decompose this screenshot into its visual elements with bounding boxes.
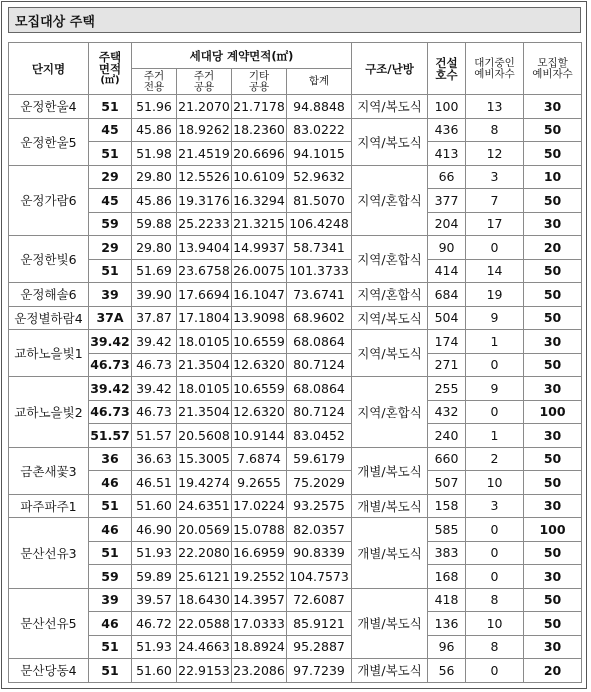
- table-row: [9, 330, 582, 354]
- table-row: [9, 612, 582, 636]
- total-area-cell: 101.3733: [287, 259, 352, 283]
- structure-cell: 지역/혼합식: [352, 377, 428, 448]
- section-title: 모집대상 주택: [8, 7, 581, 33]
- built-units-cell: 383: [428, 541, 466, 565]
- recruit-count-cell: 10: [524, 165, 582, 189]
- header-complex: 단지명: [9, 43, 89, 95]
- total-area-cell: 104.7573: [287, 565, 352, 589]
- total-area-cell: 85.9121: [287, 612, 352, 636]
- table-row: [9, 95, 582, 119]
- built-units-cell: 585: [428, 518, 466, 542]
- table-row: [9, 424, 582, 448]
- waiting-count-cell: 3: [466, 165, 524, 189]
- total-area-cell: 106.4248: [287, 212, 352, 236]
- table-row: [9, 236, 582, 260]
- other-area-cell: 10.6109: [232, 165, 287, 189]
- shared-area-cell: 20.5608: [177, 424, 232, 448]
- header-recruit: 모집할 예비자수: [524, 43, 582, 95]
- recruit-count-cell: 30: [524, 377, 582, 401]
- other-area-cell: 16.3294: [232, 189, 287, 213]
- exclusive-area-cell: 46.90: [132, 518, 177, 542]
- header-structure: 구조/난방: [352, 43, 428, 95]
- recruit-count-cell: 100: [524, 400, 582, 424]
- exclusive-area-cell: 46.73: [132, 353, 177, 377]
- waiting-count-cell: 10: [466, 612, 524, 636]
- exclusive-area-cell: 59.89: [132, 565, 177, 589]
- shared-area-cell: 12.5526: [177, 165, 232, 189]
- recruit-count-cell: 50: [524, 142, 582, 166]
- complex-name-cell: 운정한빛6: [9, 236, 89, 283]
- recruit-count-cell: 20: [524, 236, 582, 260]
- built-units-cell: 377: [428, 189, 466, 213]
- total-area-cell: 94.1015: [287, 142, 352, 166]
- shared-area-cell: 18.0105: [177, 330, 232, 354]
- header-total: 합계: [287, 69, 352, 95]
- recruit-count-cell: 30: [524, 565, 582, 589]
- shared-area-cell: 21.4519: [177, 142, 232, 166]
- type-cell: 51: [89, 541, 132, 565]
- table-row: [9, 541, 582, 565]
- recruit-count-cell: 50: [524, 447, 582, 471]
- shared-area-cell: 18.6430: [177, 588, 232, 612]
- complex-name-cell: 문산선유5: [9, 588, 89, 659]
- built-units-cell: 507: [428, 471, 466, 495]
- other-area-cell: 9.2655: [232, 471, 287, 495]
- recruit-count-cell: 50: [524, 189, 582, 213]
- table-row: [9, 165, 582, 189]
- built-units-cell: 418: [428, 588, 466, 612]
- other-area-cell: 14.3957: [232, 588, 287, 612]
- built-units-cell: 504: [428, 306, 466, 330]
- recruit-count-cell: 30: [524, 494, 582, 518]
- waiting-count-cell: 0: [466, 353, 524, 377]
- other-area-cell: 16.1047: [232, 283, 287, 307]
- type-cell: 45: [89, 189, 132, 213]
- built-units-cell: 56: [428, 659, 466, 683]
- total-area-cell: 95.2887: [287, 635, 352, 659]
- header-built: 건설 호수: [428, 43, 466, 95]
- other-area-cell: 17.0333: [232, 612, 287, 636]
- exclusive-area-cell: 39.90: [132, 283, 177, 307]
- waiting-count-cell: 0: [466, 565, 524, 589]
- waiting-count-cell: 2: [466, 447, 524, 471]
- shared-area-cell: 17.1804: [177, 306, 232, 330]
- type-cell: 39: [89, 588, 132, 612]
- type-cell: 29: [89, 165, 132, 189]
- recruit-count-cell: 20: [524, 659, 582, 683]
- structure-cell: 지역/복도식: [352, 118, 428, 165]
- waiting-count-cell: 8: [466, 635, 524, 659]
- type-cell: 36: [89, 447, 132, 471]
- type-cell: 46: [89, 612, 132, 636]
- recruit-count-cell: 30: [524, 330, 582, 354]
- exclusive-area-cell: 37.87: [132, 306, 177, 330]
- shared-area-cell: 21.3504: [177, 353, 232, 377]
- type-cell: 39: [89, 283, 132, 307]
- waiting-count-cell: 7: [466, 189, 524, 213]
- other-area-cell: 18.8924: [232, 635, 287, 659]
- built-units-cell: 240: [428, 424, 466, 448]
- exclusive-area-cell: 51.60: [132, 659, 177, 683]
- table-row: [9, 118, 582, 142]
- structure-cell: 지역/복도식: [352, 95, 428, 119]
- header-other: 기타 공용: [232, 69, 287, 95]
- other-area-cell: 7.6874: [232, 447, 287, 471]
- waiting-count-cell: 1: [466, 330, 524, 354]
- table-row: [9, 447, 582, 471]
- other-area-cell: 26.0075: [232, 259, 287, 283]
- waiting-count-cell: 9: [466, 377, 524, 401]
- total-area-cell: 68.9602: [287, 306, 352, 330]
- shared-area-cell: 21.3504: [177, 400, 232, 424]
- header-area-group: 세대당 계약면적(㎡): [132, 43, 352, 69]
- built-units-cell: 136: [428, 612, 466, 636]
- built-units-cell: 168: [428, 565, 466, 589]
- total-area-cell: 82.0357: [287, 518, 352, 542]
- header-type: 주택 면적 (㎡): [89, 43, 132, 95]
- total-area-cell: 94.8848: [287, 95, 352, 119]
- built-units-cell: 413: [428, 142, 466, 166]
- recruit-count-cell: 30: [524, 635, 582, 659]
- total-area-cell: 81.5070: [287, 189, 352, 213]
- type-cell: 51: [89, 635, 132, 659]
- total-area-cell: 52.9632: [287, 165, 352, 189]
- exclusive-area-cell: 45.86: [132, 118, 177, 142]
- header-shared: 주거 공용: [177, 69, 232, 95]
- other-area-cell: 10.6559: [232, 330, 287, 354]
- built-units-cell: 432: [428, 400, 466, 424]
- recruit-count-cell: 50: [524, 588, 582, 612]
- complex-name-cell: 금촌새꽃3: [9, 447, 89, 494]
- type-cell: 46.73: [89, 400, 132, 424]
- exclusive-area-cell: 46.72: [132, 612, 177, 636]
- exclusive-area-cell: 59.88: [132, 212, 177, 236]
- waiting-count-cell: 8: [466, 588, 524, 612]
- table-row: [9, 283, 582, 307]
- exclusive-area-cell: 46.51: [132, 471, 177, 495]
- table-row: [9, 635, 582, 659]
- built-units-cell: 96: [428, 635, 466, 659]
- table-row: [9, 659, 582, 683]
- other-area-cell: 23.2086: [232, 659, 287, 683]
- exclusive-area-cell: 29.80: [132, 236, 177, 260]
- table-row: [9, 518, 582, 542]
- shared-area-cell: 20.0569: [177, 518, 232, 542]
- built-units-cell: 271: [428, 353, 466, 377]
- complex-name-cell: 운정별하람4: [9, 306, 89, 330]
- exclusive-area-cell: 51.57: [132, 424, 177, 448]
- built-units-cell: 100: [428, 95, 466, 119]
- total-area-cell: 97.7239: [287, 659, 352, 683]
- waiting-count-cell: 8: [466, 118, 524, 142]
- type-cell: 59: [89, 212, 132, 236]
- waiting-count-cell: 13: [466, 95, 524, 119]
- shared-area-cell: 23.6758: [177, 259, 232, 283]
- shared-area-cell: 18.9262: [177, 118, 232, 142]
- other-area-cell: 12.6320: [232, 400, 287, 424]
- waiting-count-cell: 17: [466, 212, 524, 236]
- other-area-cell: 21.3215: [232, 212, 287, 236]
- other-area-cell: 14.9937: [232, 236, 287, 260]
- total-area-cell: 80.7124: [287, 400, 352, 424]
- type-cell: 51: [89, 95, 132, 119]
- recruit-count-cell: 100: [524, 518, 582, 542]
- waiting-count-cell: 0: [466, 541, 524, 565]
- complex-name-cell: 문산선유3: [9, 518, 89, 589]
- other-area-cell: 20.6696: [232, 142, 287, 166]
- table-row: [9, 494, 582, 518]
- built-units-cell: 436: [428, 118, 466, 142]
- total-area-cell: 72.6087: [287, 588, 352, 612]
- other-area-cell: 19.2552: [232, 565, 287, 589]
- complex-name-cell: 문산당동4: [9, 659, 89, 683]
- type-cell: 59: [89, 565, 132, 589]
- housing-table: [8, 42, 582, 683]
- exclusive-area-cell: 51.98: [132, 142, 177, 166]
- complex-name-cell: 운정한울4: [9, 95, 89, 119]
- total-area-cell: 90.8339: [287, 541, 352, 565]
- other-area-cell: 15.0788: [232, 518, 287, 542]
- waiting-count-cell: 12: [466, 142, 524, 166]
- shared-area-cell: 13.9404: [177, 236, 232, 260]
- total-area-cell: 59.6179: [287, 447, 352, 471]
- recruit-count-cell: 50: [524, 353, 582, 377]
- exclusive-area-cell: 45.86: [132, 189, 177, 213]
- type-cell: 51: [89, 142, 132, 166]
- exclusive-area-cell: 51.96: [132, 95, 177, 119]
- waiting-count-cell: 0: [466, 659, 524, 683]
- built-units-cell: 174: [428, 330, 466, 354]
- total-area-cell: 75.2029: [287, 471, 352, 495]
- other-area-cell: 18.2360: [232, 118, 287, 142]
- exclusive-area-cell: 39.42: [132, 377, 177, 401]
- exclusive-area-cell: 51.69: [132, 259, 177, 283]
- table-row: [9, 142, 582, 166]
- structure-cell: 개별/복도식: [352, 659, 428, 683]
- total-area-cell: 93.2575: [287, 494, 352, 518]
- other-area-cell: 12.6320: [232, 353, 287, 377]
- built-units-cell: 204: [428, 212, 466, 236]
- structure-cell: 개별/복도식: [352, 588, 428, 659]
- type-cell: 46: [89, 518, 132, 542]
- table-row: [9, 259, 582, 283]
- structure-cell: 지역/혼합식: [352, 283, 428, 307]
- total-area-cell: 73.6741: [287, 283, 352, 307]
- table-row: [9, 306, 582, 330]
- built-units-cell: 684: [428, 283, 466, 307]
- exclusive-area-cell: 36.63: [132, 447, 177, 471]
- header-waiting: 대기중인 예비자수: [466, 43, 524, 95]
- shared-area-cell: 17.6694: [177, 283, 232, 307]
- exclusive-area-cell: 39.42: [132, 330, 177, 354]
- built-units-cell: 660: [428, 447, 466, 471]
- waiting-count-cell: 0: [466, 518, 524, 542]
- shared-area-cell: 25.6121: [177, 565, 232, 589]
- recruit-count-cell: 50: [524, 306, 582, 330]
- shared-area-cell: 19.3176: [177, 189, 232, 213]
- shared-area-cell: 19.4274: [177, 471, 232, 495]
- type-cell: 37A: [89, 306, 132, 330]
- other-area-cell: 21.7178: [232, 95, 287, 119]
- structure-cell: 개별/복도식: [352, 447, 428, 494]
- built-units-cell: 66: [428, 165, 466, 189]
- table-row: [9, 400, 582, 424]
- other-area-cell: 16.6959: [232, 541, 287, 565]
- structure-cell: 개별/복도식: [352, 494, 428, 518]
- table-row: [9, 377, 582, 401]
- built-units-cell: 255: [428, 377, 466, 401]
- other-area-cell: 13.9098: [232, 306, 287, 330]
- built-units-cell: 414: [428, 259, 466, 283]
- complex-name-cell: 운정해솔6: [9, 283, 89, 307]
- shared-area-cell: 22.0588: [177, 612, 232, 636]
- exclusive-area-cell: 46.73: [132, 400, 177, 424]
- other-area-cell: 10.9144: [232, 424, 287, 448]
- table-row: [9, 189, 582, 213]
- waiting-count-cell: 1: [466, 424, 524, 448]
- complex-name-cell: 운정가람6: [9, 165, 89, 236]
- shared-area-cell: 21.2070: [177, 95, 232, 119]
- type-cell: 51.57: [89, 424, 132, 448]
- table-row: [9, 565, 582, 589]
- structure-cell: 지역/혼합식: [352, 236, 428, 283]
- table-row: [9, 471, 582, 495]
- type-cell: 51: [89, 494, 132, 518]
- recruit-count-cell: 50: [524, 259, 582, 283]
- exclusive-area-cell: 51.93: [132, 541, 177, 565]
- total-area-cell: 58.7341: [287, 236, 352, 260]
- shared-area-cell: 22.2080: [177, 541, 232, 565]
- type-cell: 45: [89, 118, 132, 142]
- type-cell: 29: [89, 236, 132, 260]
- shared-area-cell: 15.3005: [177, 447, 232, 471]
- waiting-count-cell: 14: [466, 259, 524, 283]
- complex-name-cell: 교하노을빛1: [9, 330, 89, 377]
- waiting-count-cell: 0: [466, 236, 524, 260]
- shared-area-cell: 22.9153: [177, 659, 232, 683]
- recruit-count-cell: 30: [524, 212, 582, 236]
- structure-cell: 지역/복도식: [352, 330, 428, 377]
- total-area-cell: 83.0222: [287, 118, 352, 142]
- type-cell: 39.42: [89, 330, 132, 354]
- recruit-count-cell: 50: [524, 283, 582, 307]
- structure-cell: 지역/혼합식: [352, 165, 428, 236]
- complex-name-cell: 파주파주1: [9, 494, 89, 518]
- table-body: [9, 95, 582, 683]
- table-row: [9, 353, 582, 377]
- recruit-count-cell: 50: [524, 118, 582, 142]
- type-cell: 46.73: [89, 353, 132, 377]
- waiting-count-cell: 3: [466, 494, 524, 518]
- exclusive-area-cell: 51.60: [132, 494, 177, 518]
- exclusive-area-cell: 39.57: [132, 588, 177, 612]
- table-row: [9, 212, 582, 236]
- header-exclusive: 주거 전용: [132, 69, 177, 95]
- complex-name-cell: 교하노을빛2: [9, 377, 89, 448]
- other-area-cell: 10.6559: [232, 377, 287, 401]
- exclusive-area-cell: 29.80: [132, 165, 177, 189]
- type-cell: 51: [89, 259, 132, 283]
- recruit-count-cell: 30: [524, 95, 582, 119]
- shared-area-cell: 24.6351: [177, 494, 232, 518]
- waiting-count-cell: 19: [466, 283, 524, 307]
- shared-area-cell: 18.0105: [177, 377, 232, 401]
- total-area-cell: 68.0864: [287, 330, 352, 354]
- structure-cell: 지역/복도식: [352, 306, 428, 330]
- total-area-cell: 68.0864: [287, 377, 352, 401]
- shared-area-cell: 25.2233: [177, 212, 232, 236]
- type-cell: 46: [89, 471, 132, 495]
- built-units-cell: 90: [428, 236, 466, 260]
- recruit-count-cell: 50: [524, 471, 582, 495]
- waiting-count-cell: 0: [466, 400, 524, 424]
- table-row: [9, 588, 582, 612]
- recruit-count-cell: 50: [524, 612, 582, 636]
- complex-name-cell: 운정한울5: [9, 118, 89, 165]
- type-cell: 51: [89, 659, 132, 683]
- waiting-count-cell: 10: [466, 471, 524, 495]
- other-area-cell: 17.0224: [232, 494, 287, 518]
- total-area-cell: 80.7124: [287, 353, 352, 377]
- shared-area-cell: 24.4663: [177, 635, 232, 659]
- built-units-cell: 158: [428, 494, 466, 518]
- structure-cell: 개별/복도식: [352, 518, 428, 589]
- recruit-count-cell: 50: [524, 541, 582, 565]
- type-cell: 39.42: [89, 377, 132, 401]
- waiting-count-cell: 9: [466, 306, 524, 330]
- recruit-count-cell: 30: [524, 424, 582, 448]
- exclusive-area-cell: 51.93: [132, 635, 177, 659]
- total-area-cell: 83.0452: [287, 424, 352, 448]
